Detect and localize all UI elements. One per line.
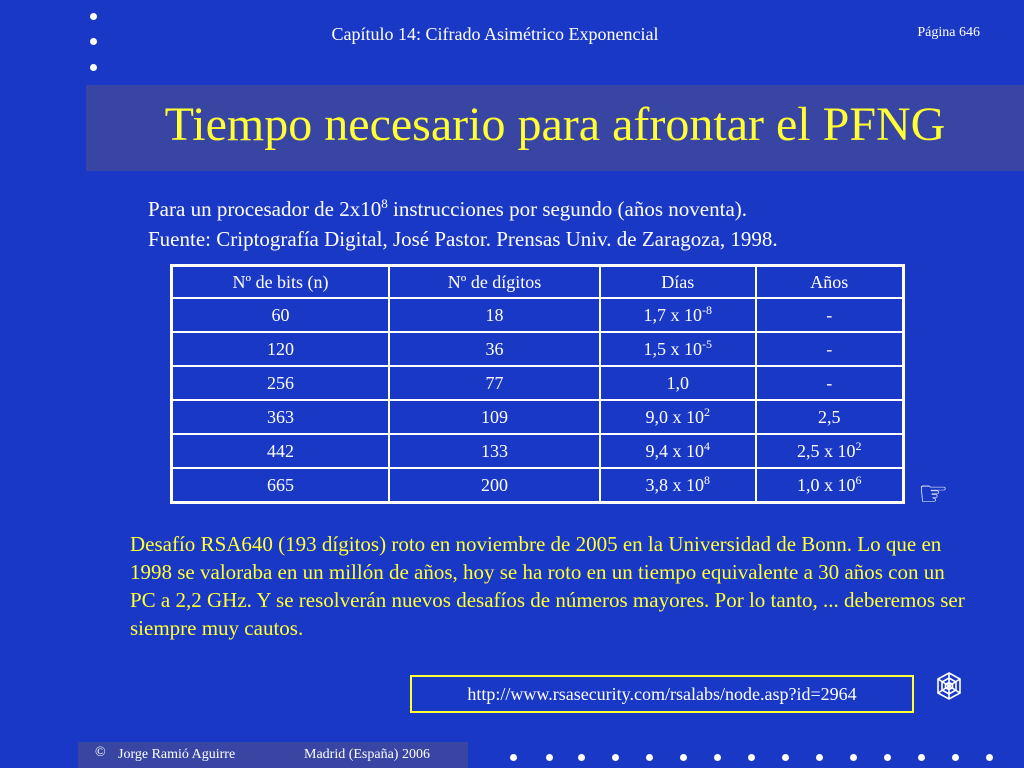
cell-years (756, 400, 904, 434)
days-base: 9,4 x 10 (645, 440, 705, 461)
rsa-link[interactable]: http://www.rsasecurity.com/rsalabs/node.asp?id=2964 (410, 675, 914, 713)
intro-text (148, 194, 778, 254)
decorative-dot (90, 64, 97, 71)
cell-digits: 36 (389, 332, 600, 366)
decorative-dot (952, 754, 959, 761)
cell-days (600, 400, 756, 434)
cell-days (600, 434, 756, 468)
cell-years (756, 468, 904, 503)
decorative-dot (510, 754, 517, 761)
decorative-dot (578, 754, 585, 761)
spider-web-icon[interactable] (934, 671, 964, 710)
cell-years (756, 298, 904, 332)
years-base: - (826, 372, 833, 393)
intro-exponent: 8 (381, 196, 388, 211)
decorative-dot (646, 754, 653, 761)
spider-web-icon-svg (934, 671, 964, 701)
table-row (172, 400, 904, 434)
table-row (172, 434, 904, 468)
cell-years (756, 366, 904, 400)
intro-line-1-text: Para un procesador de 2x10 (148, 197, 382, 221)
cell-days (600, 298, 756, 332)
cell-bits: 442 (172, 434, 390, 468)
intro-line-2: Fuente: Criptografía Digital, José Pastor. Prensas Univ. de Zaragoza, 1998. (148, 227, 778, 251)
decorative-dot (748, 754, 755, 761)
cell-digits: 200 (389, 468, 600, 503)
cell-bits: 665 (172, 468, 390, 503)
decorative-dot (714, 754, 721, 761)
decorative-dot (816, 754, 823, 761)
days-exp: 8 (704, 472, 711, 487)
days-base: 1,5 x 10 (643, 338, 703, 359)
chapter-title: Capítulo 14: Cifrado Asimétrico Exponencial (331, 24, 659, 44)
cell-digits: 18 (389, 298, 600, 332)
years-base: 2,5 x 10 (797, 440, 856, 461)
decorative-dot (884, 754, 891, 761)
footer-location: Madrid (España) 2006 (304, 747, 430, 762)
cell-digits: 77 (389, 366, 600, 400)
days-base: 3,8 x 10 (645, 474, 705, 495)
title-band (86, 85, 1024, 171)
pointing-hand-icon[interactable]: ☞ (918, 476, 949, 513)
years-base: - (826, 304, 833, 325)
table-row (172, 366, 904, 400)
table-header-row (172, 266, 904, 299)
intro-line-1 (148, 194, 778, 224)
cell-days (600, 332, 756, 366)
days-base: 1,7 x 10 (643, 304, 703, 325)
decorative-dot (680, 754, 687, 761)
cell-years (756, 332, 904, 366)
cell-bits: 120 (172, 332, 390, 366)
cell-years (756, 434, 904, 468)
years-base: 1,0 x 10 (797, 474, 856, 495)
copyright-symbol: © (95, 745, 106, 760)
footer-author: Jorge Ramió Aguirre (118, 747, 236, 762)
decorative-dot (90, 13, 97, 20)
page-number: Página 646 (917, 25, 980, 40)
conclusion-text: Desafío RSA640 (193 dígitos) roto en noviembre de 2005 en la Universidad de Bonn. Lo que en 1998 se valoraba en un millón de años, hoy se ha roto en un tiempo equivalente a 30 años con un PC a 2,2 GHz. Y se resolverán nuevos desafíos de números mayores. Por lo tanto, ... deberemos ser siempre muy cautos. (130, 532, 965, 640)
cell-bits: 256 (172, 366, 390, 400)
days-base: 1,0 (666, 372, 690, 393)
decorative-dot (986, 754, 993, 761)
header-days: Días (600, 266, 756, 299)
decorative-dot (850, 754, 857, 761)
intro-line-1-rest: instrucciones por segundo (años noventa). (387, 197, 748, 221)
header-bits: Nº de bits (n) (172, 266, 390, 299)
decorative-dot (612, 754, 619, 761)
years-base: - (826, 338, 833, 359)
header-digits: Nº de dígitos (389, 266, 600, 299)
decorative-dot (782, 754, 789, 761)
cell-digits: 133 (389, 434, 600, 468)
decorative-dot (918, 754, 925, 761)
years-exp: 6 (855, 472, 862, 487)
days-base: 9,0 x 10 (645, 406, 705, 427)
days-exp: -5 (702, 336, 713, 351)
cell-days (600, 366, 756, 400)
cell-bits: 60 (172, 298, 390, 332)
cell-bits: 363 (172, 400, 390, 434)
slide-title: Tiempo necesario para afrontar el PFNG (164, 98, 946, 151)
cell-days (600, 468, 756, 503)
table-row (172, 468, 904, 503)
years-exp: 2 (855, 438, 862, 453)
footer-band (78, 742, 468, 768)
years-base: 2,5 (818, 406, 841, 427)
table-row (172, 332, 904, 366)
table-row (172, 298, 904, 332)
factorization-time-table (170, 264, 905, 504)
days-exp: -8 (702, 302, 713, 317)
decorative-dot (546, 754, 553, 761)
cell-digits: 109 (389, 400, 600, 434)
header-years: Años (756, 266, 904, 299)
days-exp: 2 (704, 404, 711, 419)
days-exp: 4 (704, 438, 711, 453)
